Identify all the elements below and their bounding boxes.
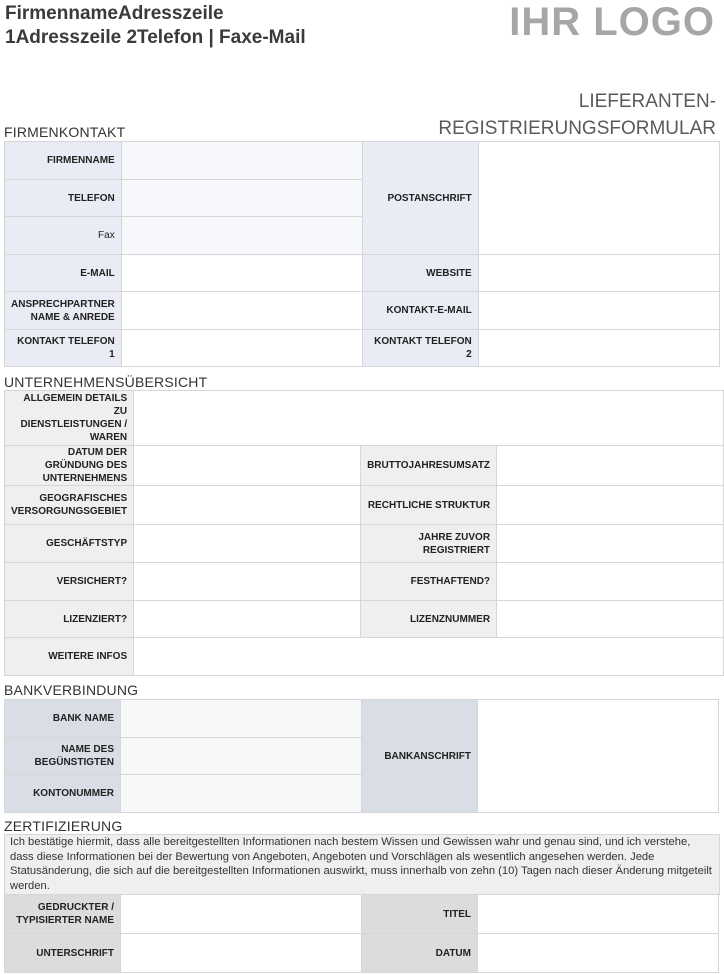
label-firmenname: FIRMENNAME: [5, 142, 122, 180]
firmenkontakt-table: [4, 141, 720, 367]
company-line-2: 1Adresszeile 2Telefon | Faxe-Mail: [5, 27, 306, 48]
label-fax: Fax: [5, 217, 122, 255]
field-email[interactable]: [121, 255, 362, 292]
logo-placeholder: IHR LOGO: [509, 0, 715, 44]
label-kontakt-telefon-2: KONTAKT TELEFON 2: [362, 330, 478, 367]
label-beguenstigter: NAME DES BEGÜNSTIGTEN: [5, 738, 121, 775]
field-bank-name[interactable]: [121, 700, 362, 738]
field-ansprechpartner[interactable]: [121, 292, 362, 330]
label-telefon: TELEFON: [5, 180, 122, 217]
section-heading-zertifizierung: ZERTIFIZIERUNG: [4, 818, 123, 834]
label-allgemein: ALLGEMEIN DETAILS ZU DIENSTLEISTUNGEN / WAREN: [5, 391, 134, 446]
label-bankanschrift: BANKANSCHRIFT: [362, 700, 478, 813]
company-line-1: FirmennameAdresszeile: [5, 3, 224, 24]
field-telefon[interactable]: [121, 180, 362, 217]
label-versorgungsgebiet: GEOGRAFISCHES VERSORGUNGSGEBIET: [5, 486, 134, 525]
label-geschaeftstyp: GESCHÄFTSTYP: [5, 525, 134, 563]
field-gruendung[interactable]: [134, 446, 361, 486]
label-rechtliche-struktur: RECHTLICHE STRUKTUR: [361, 486, 497, 525]
section-heading-firmenkontakt: FIRMENKONTAKT: [4, 124, 126, 140]
field-festhaftend[interactable]: [497, 563, 724, 601]
label-lizenziert: LIZENZIERT?: [5, 601, 134, 638]
label-versichert: VERSICHERT?: [5, 563, 134, 601]
field-beguenstigter[interactable]: [121, 738, 362, 775]
label-jahre-zuvor: JAHRE ZUVOR REGISTRIERT: [361, 525, 497, 563]
label-datum: DATUM: [362, 934, 478, 973]
field-lizenziert[interactable]: [134, 601, 361, 638]
label-bank-name: BANK NAME: [5, 700, 121, 738]
certification-statement: Ich bestätige hiermit, dass alle bereitgestellten Informationen nach bestem Wissen und Gewissen wahr und genau sind, und ich verstehe, dass diese Informationen bei der Bewertung von Angeboten, Angeboten und Vorschlägen als wesentlich angesehen werden. Jede Statusänderung, die sich auf die bereitgestellten Informationen auswirkt, muss innerhalb von zehn (10) Tagen nach dieser Änderung mitgeteilt werden.: [4, 834, 720, 895]
company-info: [5, 2, 306, 50]
label-website: WEBSITE: [362, 255, 478, 292]
label-kontonummer: KONTONUMMER: [5, 775, 121, 813]
field-kontakt-telefon-2[interactable]: [478, 330, 719, 367]
field-weitere-infos[interactable]: [134, 638, 724, 676]
field-versorgungsgebiet[interactable]: [134, 486, 361, 525]
label-weitere-infos: WEITERE INFOS: [5, 638, 134, 676]
uebersicht-table: [4, 390, 724, 676]
section-heading-uebersicht: UNTERNEHMENSÜBERSICHT: [4, 374, 208, 390]
label-email: E-MAIL: [5, 255, 122, 292]
field-datum[interactable]: [478, 934, 719, 973]
zertifizierung-table: [4, 894, 719, 973]
field-geschaeftstyp[interactable]: [134, 525, 361, 563]
label-ansprechpartner: ANSPRECHPARTNER NAME & ANREDE: [5, 292, 122, 330]
field-postanschrift[interactable]: [478, 142, 719, 255]
field-rechtliche-struktur[interactable]: [497, 486, 724, 525]
label-lizenznummer: LIZENZNUMMER: [361, 601, 497, 638]
field-firmenname[interactable]: [121, 142, 362, 180]
field-kontakt-email[interactable]: [478, 292, 719, 330]
form-title: [438, 88, 716, 142]
field-lizenznummer[interactable]: [497, 601, 724, 638]
field-kontonummer[interactable]: [121, 775, 362, 813]
form-title-line-1: LIEFERANTEN-: [578, 91, 716, 112]
form-title-line-2: REGISTRIERUNGSFORMULAR: [438, 118, 716, 139]
field-bruttojahresumsatz[interactable]: [497, 446, 724, 486]
label-titel: TITEL: [362, 895, 478, 934]
field-bankanschrift[interactable]: [478, 700, 719, 813]
field-jahre-zuvor[interactable]: [497, 525, 724, 563]
field-gedruckter-name[interactable]: [121, 895, 362, 934]
label-kontakt-email: KONTAKT-E-MAIL: [362, 292, 478, 330]
field-kontakt-telefon-1[interactable]: [121, 330, 362, 367]
section-heading-bank: BANKVERBINDUNG: [4, 682, 139, 698]
label-unterschrift: UNTERSCHRIFT: [5, 934, 121, 973]
label-gedruckter-name: GEDRUCKTER / TYPISIERTER NAME: [5, 895, 121, 934]
field-unterschrift[interactable]: [121, 934, 362, 973]
field-allgemein[interactable]: [134, 391, 724, 446]
field-versichert[interactable]: [134, 563, 361, 601]
label-gruendung: DATUM DER GRÜNDUNG DES UNTERNEHMENS: [5, 446, 134, 486]
field-titel[interactable]: [478, 895, 719, 934]
field-website[interactable]: [478, 255, 719, 292]
label-postanschrift: POSTANSCHRIFT: [362, 142, 478, 255]
label-bruttojahresumsatz: BRUTTOJAHRESUMSATZ: [361, 446, 497, 486]
bank-table: [4, 699, 719, 813]
label-kontakt-telefon-1: KONTAKT TELEFON 1: [5, 330, 122, 367]
field-fax[interactable]: [121, 217, 362, 255]
label-festhaftend: FESTHAFTEND?: [361, 563, 497, 601]
